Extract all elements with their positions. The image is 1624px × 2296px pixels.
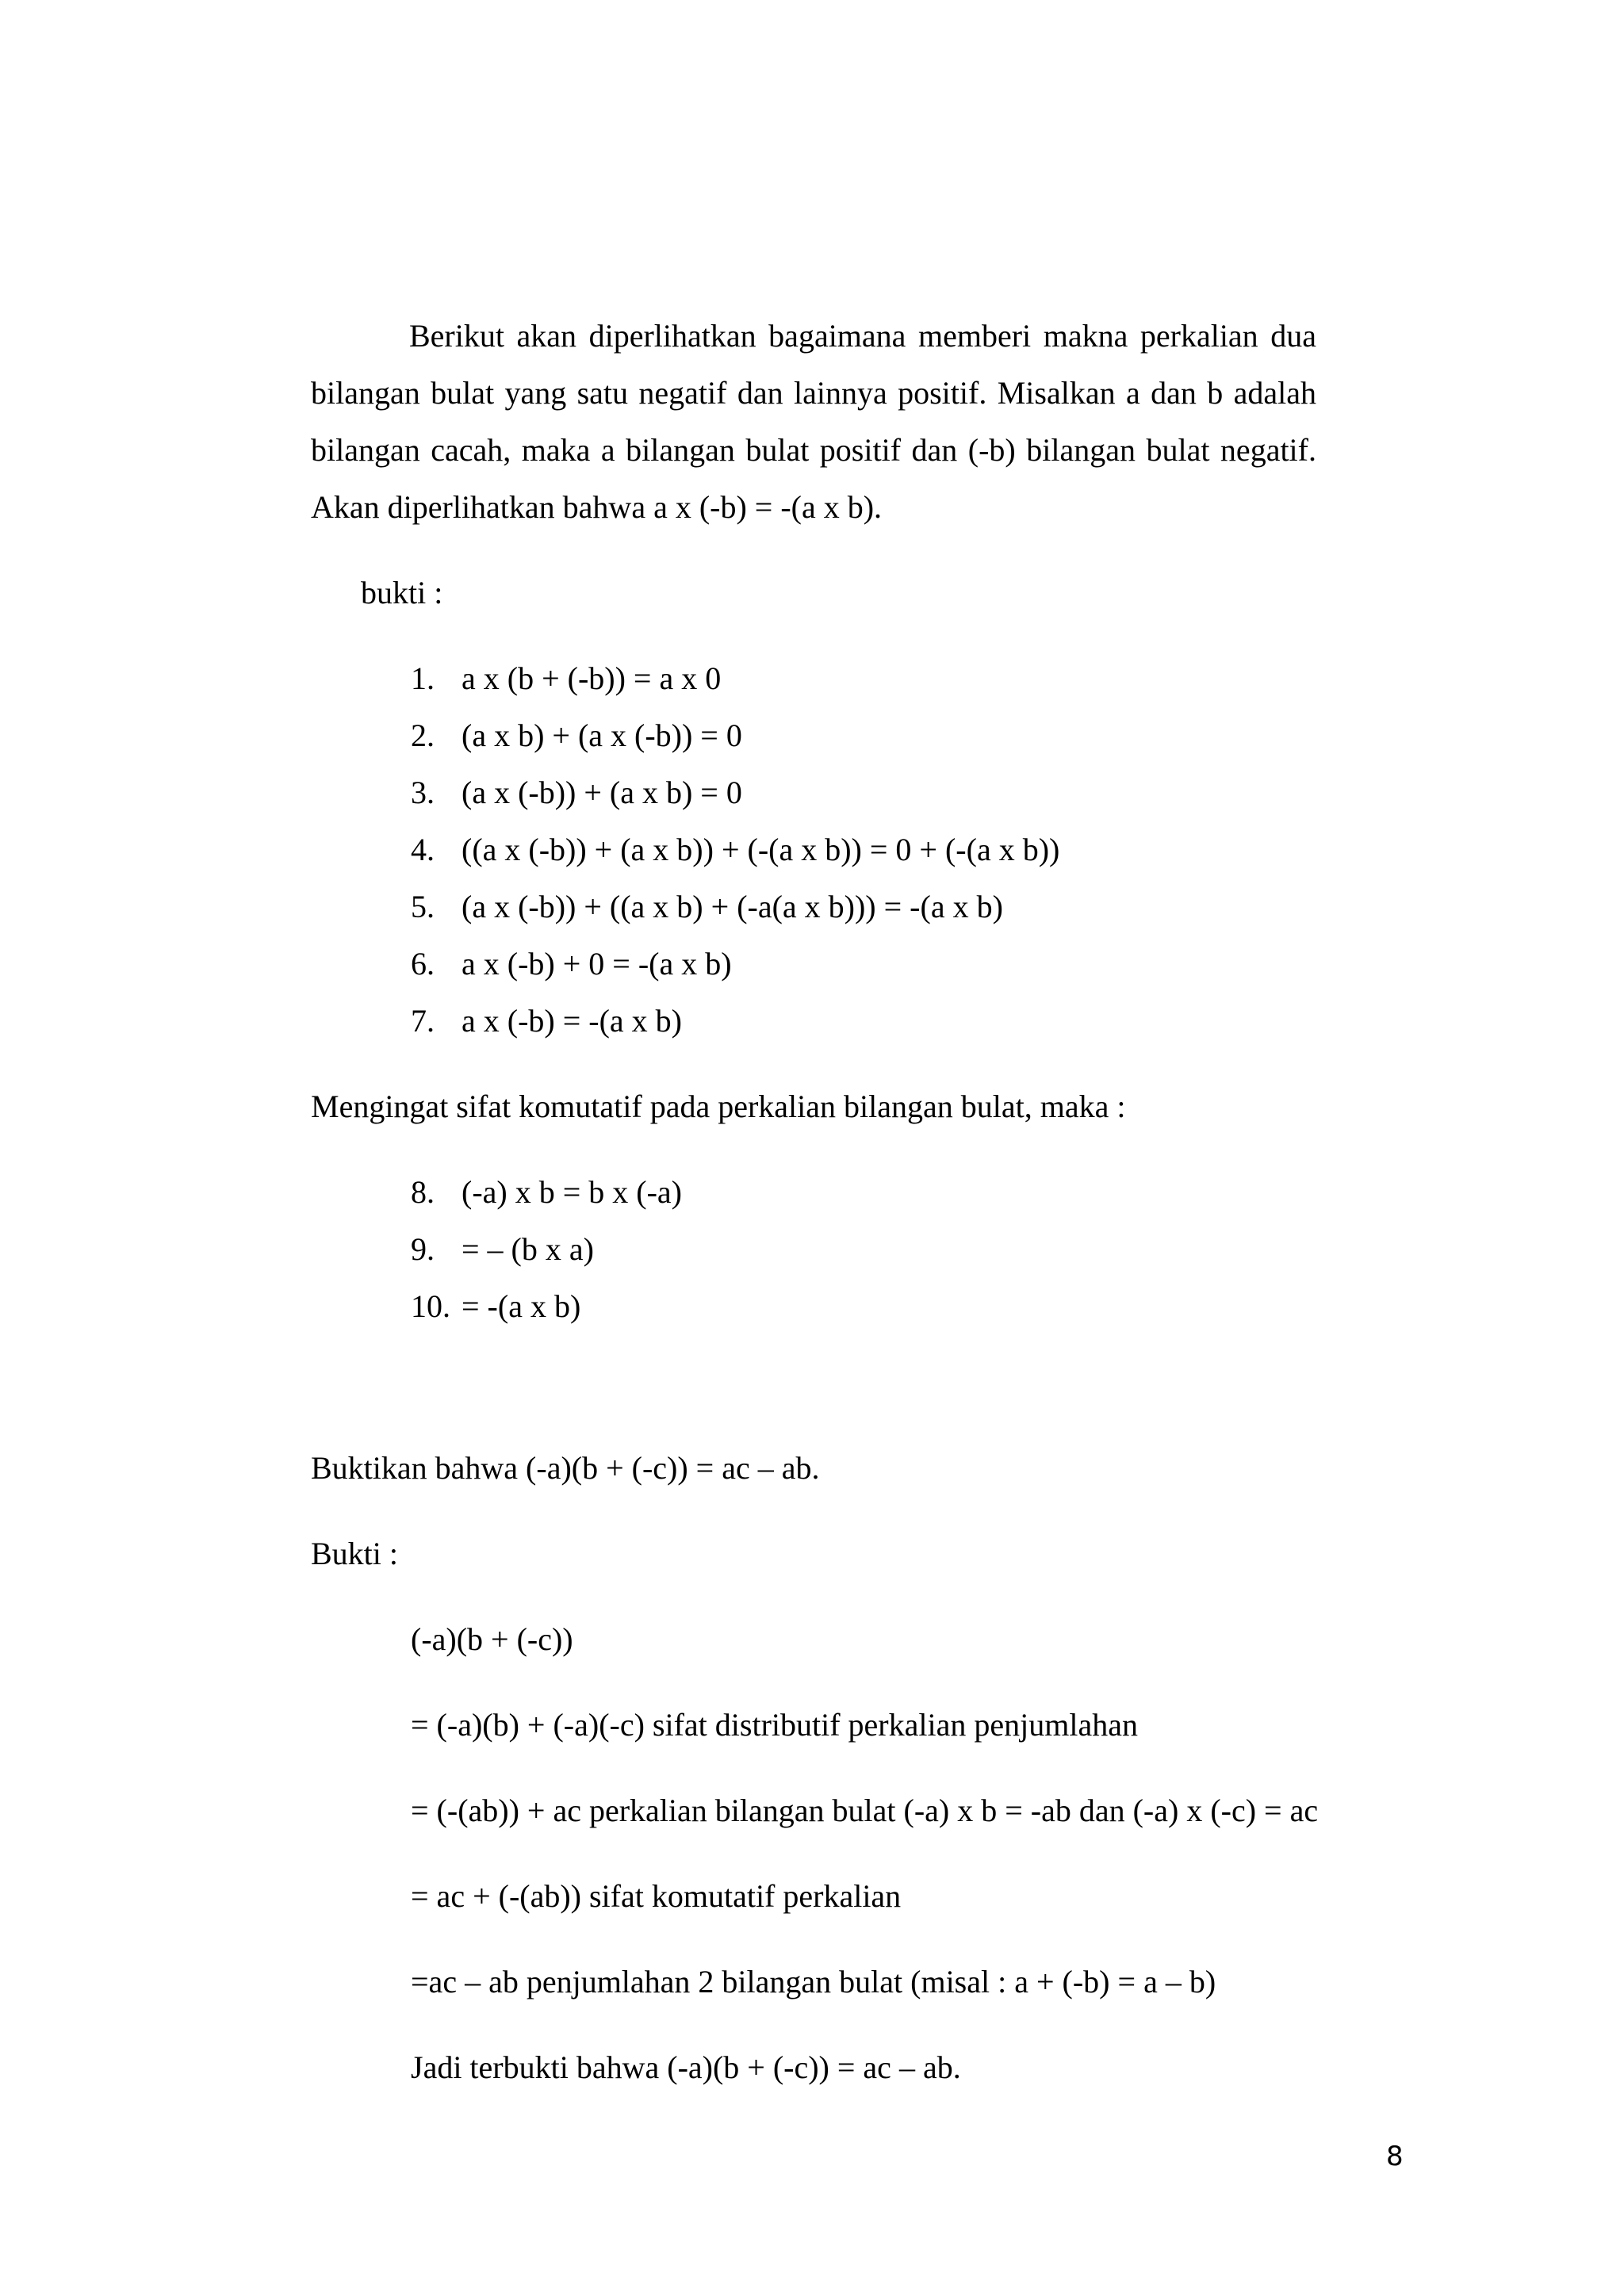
step-number: 7. (411, 1003, 435, 1039)
proof-conclusion: Jadi terbukti bahwa (-a)(b + (-c)) = ac – ab. (411, 2049, 961, 2085)
exercise-proof-label: Bukti : (311, 1536, 399, 1571)
proof-line: = (-a)(b) + (-a)(-c) sifat distributif perkalian penjumlahan (411, 1707, 1138, 1743)
step-number: 8. (411, 1174, 435, 1210)
intro-line-4: Akan diperlihatkan bahwa a x (-b) = -(a x b). (311, 489, 883, 525)
intro-line-1: Berikut akan diperlihatkan bagaimana memberi makna perkalian dua (409, 318, 1316, 354)
exercise-statement: Buktikan bahwa (-a)(b + (-c)) = ac – ab. (311, 1450, 820, 1486)
page-number: 8 (1386, 2141, 1404, 2172)
step-number: 10. (411, 1288, 450, 1324)
step-text: (-a) x b = b x (-a) (462, 1174, 682, 1210)
commutative-intro: Mengingat sifat komutatif pada perkalian bilangan bulat, maka : (311, 1089, 1126, 1124)
step-text: a x (b + (-b)) = a x 0 (462, 660, 722, 696)
step-text: ((a x (-b)) + (a x b)) + (-(a x b)) = 0 + (-(a x b)) (462, 832, 1060, 867)
proof-line: = (-(ab)) + ac perkalian bilangan bulat (-a) x b = -ab dan (-a) x (-c) = ac (411, 1793, 1319, 1828)
step-number: 4. (411, 832, 435, 867)
proof-line: (-a)(b + (-c)) (411, 1621, 573, 1657)
intro-line-2: bilangan bulat yang satu negatif dan lainnya positif. Misalkan a dan b adalah (311, 375, 1316, 411)
intro-line-3: bilangan cacah, maka a bilangan bulat positif dan (-b) bilangan bulat negatif. (311, 432, 1316, 468)
step-text: (a x b) + (a x (-b)) = 0 (462, 718, 742, 753)
step-number: 1. (411, 660, 435, 696)
step-number: 6. (411, 946, 435, 982)
step-text: (a x (-b)) + (a x b) = 0 (462, 775, 742, 810)
step-number: 3. (411, 775, 435, 810)
step-number: 2. (411, 718, 435, 753)
step-text: a x (-b) = -(a x b) (462, 1003, 682, 1039)
proof-label: bukti : (361, 575, 443, 610)
step-number: 9. (411, 1231, 435, 1267)
step-text: (a x (-b)) + ((a x b) + (-a(a x b))) = -(a x b) (462, 889, 1003, 924)
step-text: = -(a x b) (462, 1288, 581, 1324)
step-text: a x (-b) + 0 = -(a x b) (462, 946, 732, 982)
proof-line: = ac + (-(ab)) sifat komutatif perkalian (411, 1878, 902, 1914)
proof-line: =ac – ab penjumlahan 2 bilangan bulat (misal : a + (-b) = a – b) (411, 1964, 1216, 1999)
step-text: = – (b x a) (462, 1231, 594, 1267)
step-number: 5. (411, 889, 435, 924)
